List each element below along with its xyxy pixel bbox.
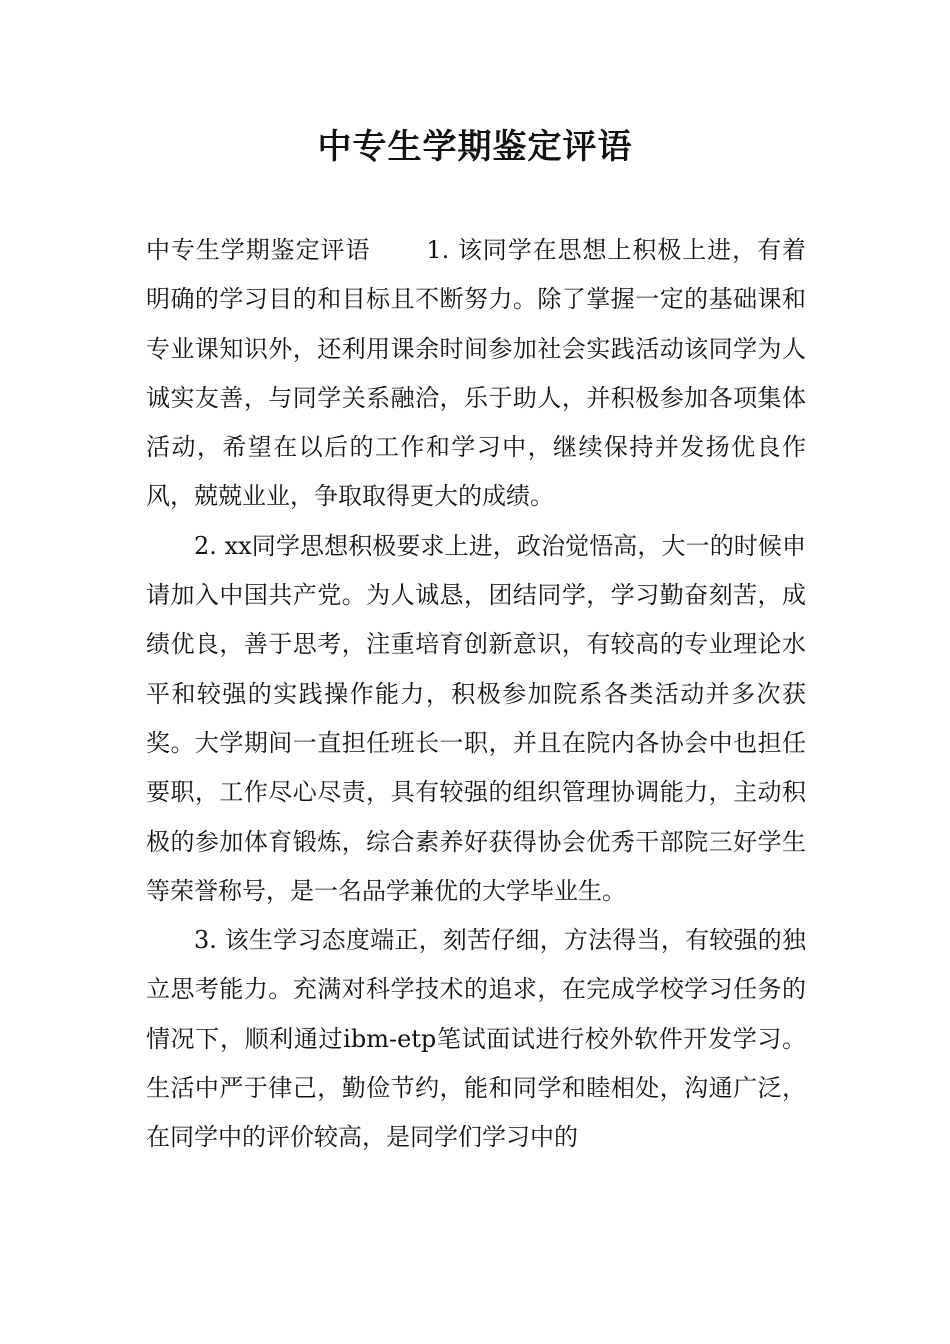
paragraph-1-text: 1. 该同学在思想上积极上进，有着明确的学习目的和目标且不断努力。除了掌握一定的基础课和专业课知识外，还利用课余时间参加社会实践活动该同学为人诚实友善，与同学关系融洽，乐于助人，并积极参加各项集体活动，希望在以后的工作和学习中，继续保持并发扬优良作风，兢兢业业，争取取得更大的成绩。	[146, 236, 807, 511]
paragraph-1-lead: 中专生学期鉴定评语	[146, 236, 371, 264]
paragraph-3: 3. 该生学习态度端正，刻苦仔细，方法得当，有较强的独立思考能力。充满对科学技术的追求，在完成学校学习任务的情况下，顺利通过ibm-etp笔试面试进行校外软件开发学习。生活中严于律己，勤俭节约，能和同学和睦相处，沟通广泛，在同学中的评价较高，是同学们学习中的	[146, 926, 806, 1152]
document-title: 中专生学期鉴定评语	[317, 127, 633, 167]
paragraph-1	[146, 226, 806, 522]
document-body	[146, 226, 806, 1163]
paragraph-2: 2. xx同学思想积极要求上进，政治觉悟高，大一的时候申请加入中国共产党。为人诚恳，团结同学，学习勤奋刻苦，成绩优良，善于思考，注重培育创新意识，有较高的专业理论水平和较强的实践操作能力，积极参加院系各类活动并多次获奖。大学期间一直担任班长一职，并且在院内各协会中也担任要职，工作尽心尽责，具有较强的组织管理协调能力，主动积极的参加体育锻炼，综合素养好获得协会优秀干部院三好学生等荣誉称号，是一名品学兼优的大学毕业生。	[146, 531, 806, 905]
